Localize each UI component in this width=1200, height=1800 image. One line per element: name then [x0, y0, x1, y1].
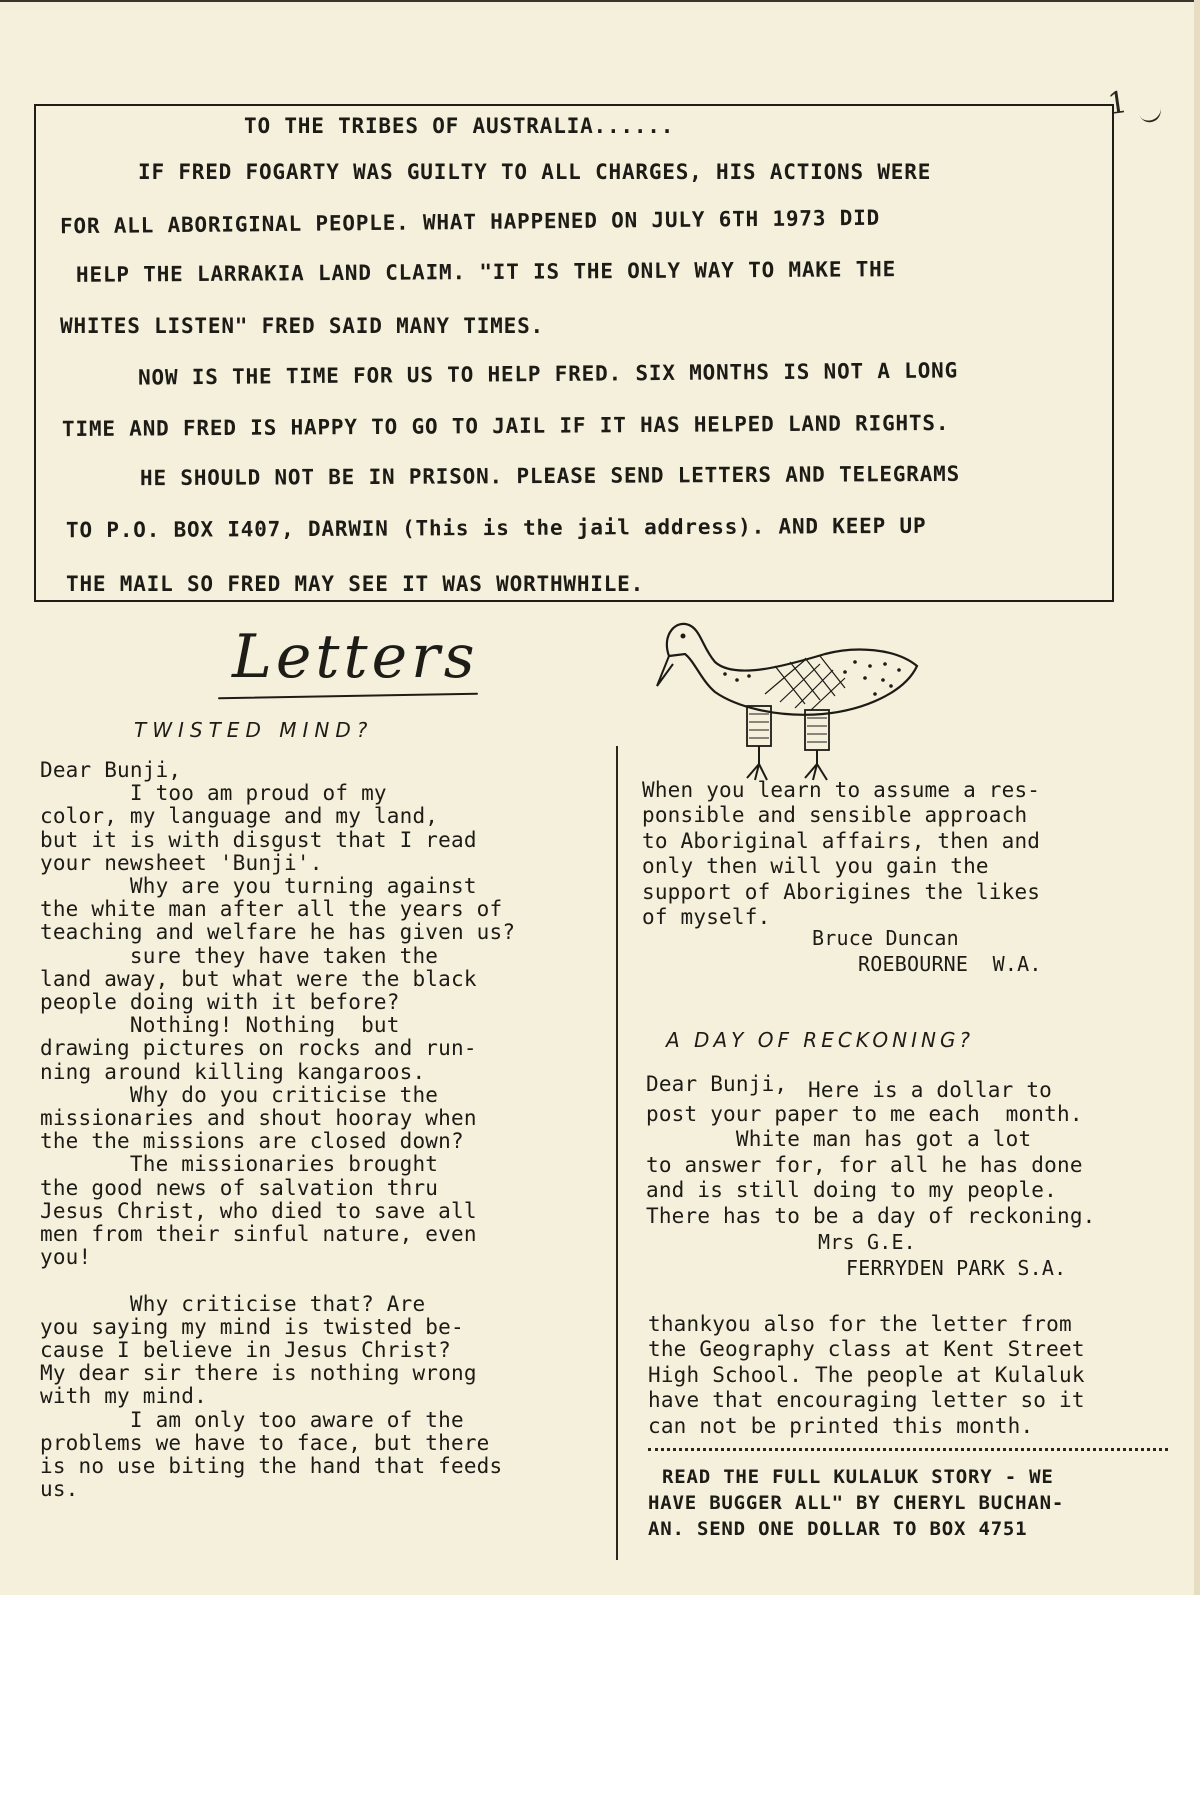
letter1-line: Why are you turning against: [40, 874, 477, 898]
letter1-subtitle: TWISTED MIND?: [134, 718, 374, 742]
column-divider: [616, 746, 618, 1560]
letter1-continuation-line: to Aboriginal affairs, then and: [642, 828, 1041, 853]
letter1-signature-place: ROEBOURNE W.A.: [858, 952, 1042, 976]
letter1-line: the white man after all the years of: [40, 897, 503, 922]
letter1-line: the the missions are closed down?: [40, 1129, 464, 1154]
dotted-separator: [648, 1448, 1168, 1451]
letter1-continuation-line: When you learn to assume a res-: [642, 778, 1041, 802]
letter2-line: There has to be a day of reckoning.: [646, 1203, 1096, 1228]
letter1-line: people doing with it before?: [40, 990, 400, 1014]
letter1-line: men from their sinful nature, even: [40, 1222, 477, 1246]
footer-line: AN. SEND ONE DOLLAR TO BOX 4751: [648, 1518, 1028, 1540]
letter1-line: Why do you criticise the: [40, 1082, 439, 1107]
letter1-line: your newsheet 'Bunji'.: [40, 850, 323, 875]
letter1-line: is no use biting the hand that feeds: [40, 1454, 503, 1478]
appeal-line: TO P.O. BOX I407, DARWIN (This is the jail address). AND KEEP UP: [65, 513, 927, 543]
letter1-line: you saying my mind is twisted be-: [40, 1314, 464, 1339]
letter1-line: Dear Bunji,: [40, 758, 182, 782]
letter1-line: I too am proud of my: [40, 781, 387, 806]
letter1-line: The missionaries brought: [40, 1152, 439, 1177]
note-line: High School. The people at Kulaluk: [648, 1362, 1085, 1387]
page-number-flourish: [1138, 105, 1163, 126]
letter1-line: us.: [40, 1477, 79, 1502]
bird-drawing-icon: [655, 614, 925, 784]
letter1-line: Nothing! Nothing but: [40, 1013, 400, 1038]
letter1-line: color, my language and my land,: [40, 804, 439, 829]
letter2-line: and is still doing to my people.: [646, 1178, 1057, 1203]
letter1-signature-name: Bruce Duncan: [812, 926, 959, 950]
letter1-line: Jesus Christ, who died to save all: [40, 1198, 477, 1223]
footer-line: READ THE FULL KULALUK STORY - WE: [662, 1466, 1054, 1488]
letter1-line: the good news of salvation thru: [40, 1175, 439, 1200]
letter1-continuation-line: support of Aborigines the likes: [642, 879, 1041, 904]
appeal-line: HE SHOULD NOT BE IN PRISON. PLEASE SEND LETTERS AND TELEGRAMS: [139, 461, 961, 491]
letter1-line: sure they have taken the: [40, 943, 439, 968]
letter1-continuation-line: only then will you gain the: [642, 854, 989, 879]
letter2-line: Dear Bunji,: [646, 1072, 788, 1096]
letter1-continuation-line: of myself.: [642, 905, 771, 929]
page-edge: [1194, 0, 1200, 1595]
letter1-continuation-line: ponsible and sensible approach: [642, 803, 1028, 828]
appeal-line: THE MAIL SO FRED MAY SEE IT WAS WORTHWHILE.: [66, 572, 645, 596]
footer-line: HAVE BUGGER ALL" BY CHERYL BUCHAN-: [648, 1492, 1065, 1514]
appeal-line: FOR ALL ABORIGINAL PEOPLE. WHAT HAPPENED ON JULY 6TH 1973 DID: [59, 205, 881, 239]
appeal-line: WHITES LISTEN" FRED SAID MANY TIMES.: [60, 314, 544, 338]
letter2-signature-name: Mrs G.E.: [818, 1230, 916, 1254]
letter1-line: land away, but what were the black: [40, 966, 477, 991]
letter1-line: Why criticise that? Are: [40, 1291, 426, 1316]
letter1-line: with my mind.: [40, 1384, 207, 1409]
letter1-line: ning around killing kangaroos.: [40, 1059, 426, 1084]
appeal-line: NOW IS THE TIME FOR US TO HELP FRED. SIX MONTHS IS NOT A LONG: [137, 358, 959, 390]
letter1-line: problems we have to face, but there: [40, 1430, 490, 1455]
letters-heading: Letters: [232, 622, 479, 692]
letter2-subtitle: A DAY OF RECKONING?: [666, 1028, 975, 1052]
note-line: can not be printed this month.: [648, 1413, 1034, 1438]
letter1-line: cause I believe in Jesus Christ?: [40, 1338, 451, 1362]
letter2-line: to answer for, for all he has done: [646, 1152, 1083, 1177]
letter1-line: but it is with disgust that I read: [40, 827, 477, 852]
letter1-line: I am only too aware of the: [40, 1407, 464, 1432]
letter2-line-tail: Here is a dollar to: [808, 1078, 1053, 1102]
note-line: have that encouraging letter so it: [648, 1388, 1085, 1413]
letter2-signature-place: FERRYDEN PARK S.A.: [846, 1256, 1067, 1280]
appeal-line: TIME AND FRED IS HAPPY TO GO TO JAIL IF IT HAS HELPED LAND RIGHTS.: [61, 410, 950, 442]
letter1-line: teaching and welfare he has given us?: [40, 920, 516, 945]
letter2-line: post your paper to me each month.: [646, 1102, 1083, 1126]
letter1-line: drawing pictures on rocks and run-: [40, 1036, 477, 1061]
appeal-line: HELP THE LARRAKIA LAND CLAIM. "IT IS THE ONLY WAY TO MAKE THE: [75, 257, 897, 287]
note-line: thankyou also for the letter from: [648, 1312, 1072, 1336]
letter1-line: My dear sir there is nothing wrong: [40, 1361, 477, 1386]
appeal-heading: TO THE TRIBES OF AUSTRALIA......: [244, 114, 675, 138]
page-number-mark: 1: [1105, 84, 1130, 123]
letters-heading-underline: [218, 693, 478, 700]
appeal-line: IF FRED FOGARTY WAS GUILTY TO ALL CHARGES, HIS ACTIONS WERE: [138, 160, 932, 184]
top-edge-rule: [0, 0, 1200, 2]
letter2-line: White man has got a lot: [646, 1127, 1032, 1152]
note-line: the Geography class at Kent Street: [648, 1337, 1085, 1362]
letter1-line: you!: [40, 1245, 92, 1270]
letter1-line: missionaries and shout hooray when: [40, 1106, 477, 1130]
